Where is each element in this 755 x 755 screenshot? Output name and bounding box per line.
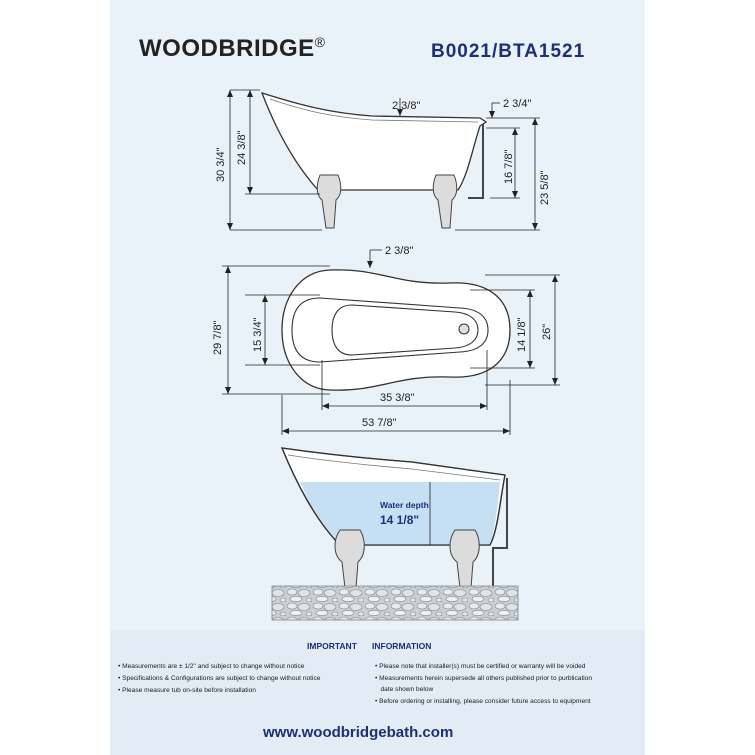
registered-mark: ® xyxy=(314,34,326,50)
claw-foot-right xyxy=(433,175,457,228)
inner-length-dim: 35 3/8" xyxy=(380,392,415,404)
drain-height-dim: 16 7/8" xyxy=(503,149,515,184)
claw-foot-left xyxy=(317,175,341,228)
claw-foot-right xyxy=(450,530,479,588)
model-number: B0021/BTA1521 xyxy=(431,41,586,62)
overall-height-dim: 30 3/4" xyxy=(215,147,227,182)
stone-floor xyxy=(272,586,518,620)
side-drain-offset-dim: 2 3/4" xyxy=(503,98,532,110)
overall-length-dim: 53 7/8" xyxy=(362,417,397,429)
right-note-2-cont: date shown below xyxy=(375,686,434,693)
left-note-1: • Measurements are ± 1/2" and subject to change without notice xyxy=(118,663,305,670)
basin-width-dim: 14 1/8" xyxy=(516,317,528,352)
overall-width-dim: 29 7/8" xyxy=(212,320,224,355)
right-note-2: • Measurements herein supersede all others published prior to purblication xyxy=(375,675,593,682)
top-rim-offset-dim: 2 3/8" xyxy=(385,245,414,257)
water-view xyxy=(272,448,518,620)
top-view xyxy=(222,250,560,435)
information-title: INFORMATION xyxy=(372,641,432,651)
water-depth-label: Water depth xyxy=(380,500,429,510)
side-rim-offset-dim: 2 3/8" xyxy=(392,100,421,112)
water-depth-value: 14 1/8" xyxy=(380,513,420,527)
faucet-height-dim: 23 5/8" xyxy=(539,170,551,205)
left-note-2: • Specifications & Configurations are subject to change without notice xyxy=(118,675,321,682)
left-note-3: • Please measure tub on-site before installation xyxy=(118,687,256,694)
brand-name: WOODBRIDGE xyxy=(139,35,315,62)
inner-width-dim: 15 3/4" xyxy=(252,317,264,352)
website-link[interactable]: www.woodbridgebath.com xyxy=(263,724,454,741)
end-width-dim: 26" xyxy=(541,323,553,340)
side-view xyxy=(227,90,540,230)
tub-height-dim: 24 3/8" xyxy=(236,130,248,165)
claw-foot-left xyxy=(335,530,364,588)
important-title: IMPORTANT xyxy=(307,641,357,651)
right-note-1: • Please note that installer(s) must be certified or warranty will be voided xyxy=(375,663,586,670)
right-note-3: • Before ordering or installing, please consider future access to equipment xyxy=(375,698,591,705)
